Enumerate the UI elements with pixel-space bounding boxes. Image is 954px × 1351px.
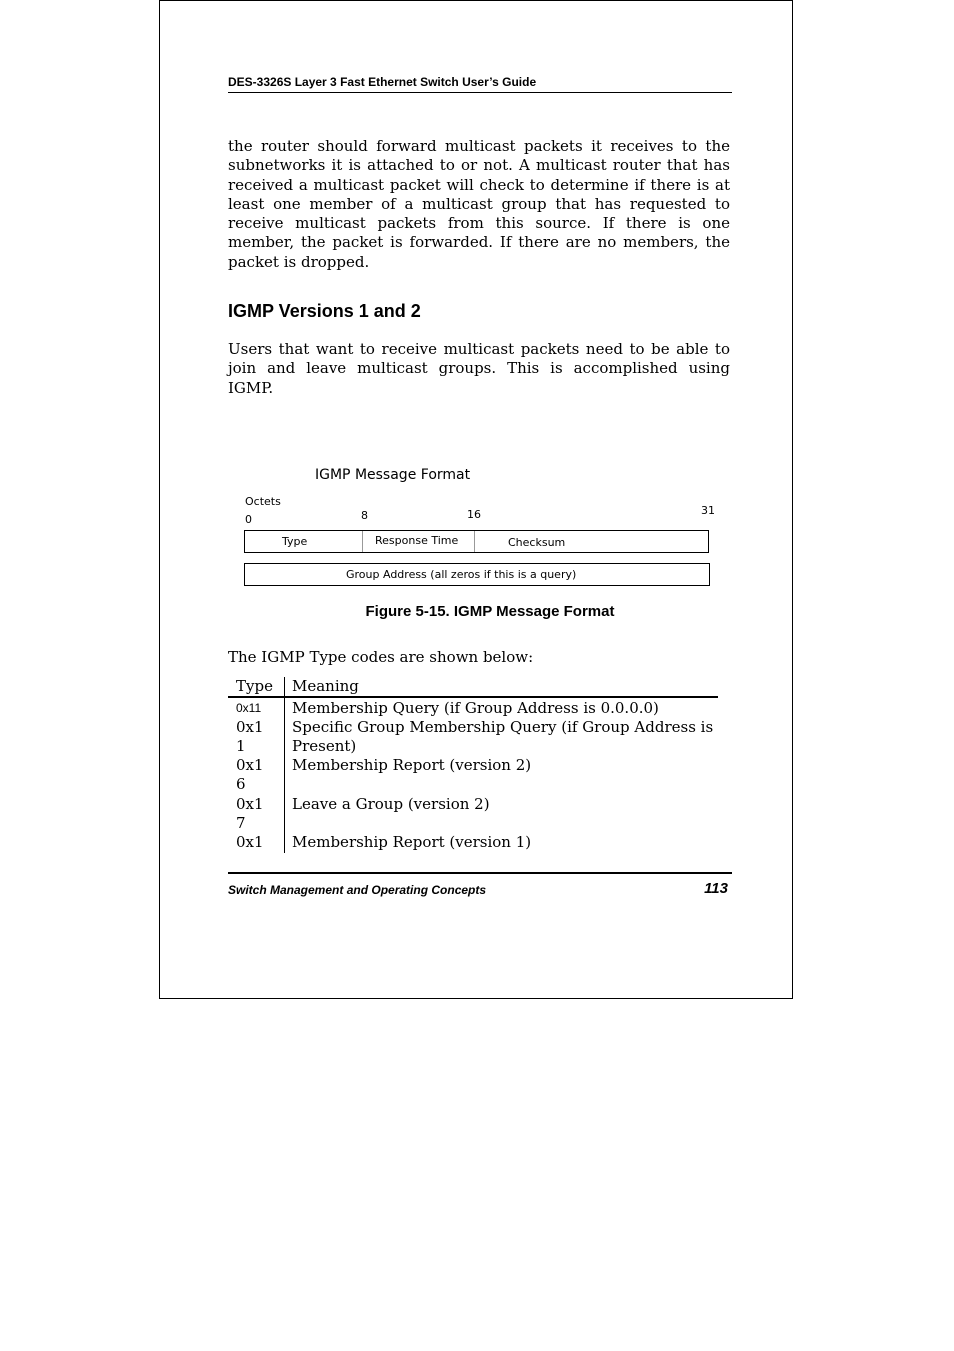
header-rule (228, 92, 732, 93)
figure-caption: Figure 5-15. IGMP Message Format (365, 603, 615, 620)
table-cell-meaning: Specific Group Membership Query (if Group Address is Present) (292, 718, 714, 755)
bit-16-label: 16 (467, 508, 481, 521)
body-paragraph-2: Users that want to receive multicast packets need to be able to join and leave multicast groups. This is accomplished using IGMP. (228, 340, 730, 397)
octets-label: Octets (245, 495, 281, 508)
footer-rule (228, 872, 732, 874)
table-header-meaning: Meaning (292, 677, 359, 695)
footer-section-title: Switch Management and Operating Concepts (228, 883, 487, 897)
table-cell-meaning: Leave a Group (version 2) (292, 795, 490, 813)
igmp-header-row (244, 530, 709, 553)
table-cell-type: 0x11 (236, 701, 262, 715)
body-paragraph-1: the router should forward multicast packets it receives to the subnetworks it is attached to or not. A multicast router that has received a multicast packet will check to determine if there is at least one member of a multicast group that has requested to receive multicast packets from this source. If there is one member, the packet is forwarded. If there are no members, the packet is dropped. (228, 137, 730, 271)
table-cell-meaning: Membership Report (version 2) (292, 756, 532, 774)
table-cell-type: 0x1 1 (236, 718, 264, 755)
table-cell-meaning: Membership Query (if Group Address is 0.0.0.0) (292, 699, 659, 717)
field-checksum: Checksum (508, 536, 566, 549)
field-type: Type (282, 535, 308, 548)
document-page (159, 0, 793, 999)
field-divider (362, 531, 363, 552)
field-group-address: Group Address (all zeros if this is a query) (346, 568, 577, 581)
page-number: 113 (704, 880, 728, 897)
figure-title: IGMP Message Format (315, 467, 471, 483)
table-column-divider (284, 677, 285, 853)
igmp-group-address-row (244, 563, 710, 586)
table-header-type: Type (236, 677, 273, 695)
field-response-time: Response Time (375, 534, 459, 547)
bit-8-label: 8 (361, 509, 368, 522)
field-divider (474, 531, 475, 552)
table-cell-type: 0x1 7 (236, 795, 264, 832)
table-cell-type: 0x1 6 (236, 756, 264, 793)
bit-31-label: 31 (701, 504, 715, 517)
bit-0-label: 0 (245, 513, 252, 526)
table-cell-meaning: Membership Report (version 1) (292, 833, 532, 851)
running-header: DES-3326S Layer 3 Fast Ethernet Switch User’s Guide (228, 75, 537, 89)
table-cell-type: 0x1 (236, 833, 264, 851)
table-header-rule (228, 696, 718, 698)
section-heading: IGMP Versions 1 and 2 (228, 301, 421, 321)
type-codes-intro: The IGMP Type codes are shown below: (228, 648, 534, 666)
